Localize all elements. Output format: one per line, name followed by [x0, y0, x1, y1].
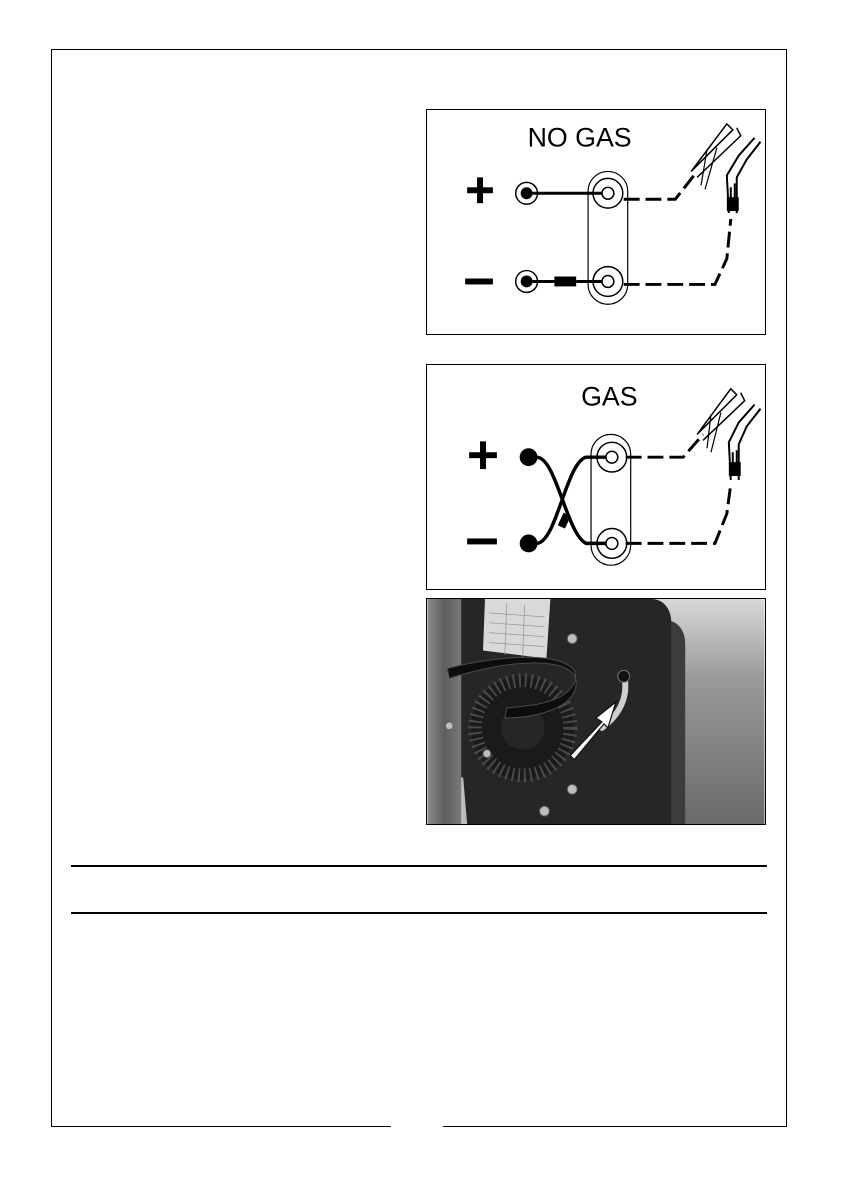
photo-illustration — [427, 599, 765, 824]
plus-icon — [469, 441, 497, 469]
diagram-title: NO GAS — [527, 122, 632, 153]
minus-icon — [467, 538, 497, 544]
rear-panel-photo — [426, 598, 766, 825]
terminal-positive — [520, 448, 538, 466]
terminal-negative — [520, 534, 538, 552]
link-lead-crossed-b — [537, 457, 606, 543]
link-lead-crossed-a — [537, 457, 606, 543]
no-gas-diagram-svg — [427, 110, 765, 334]
earth-cable — [626, 434, 703, 457]
gas-inlet — [618, 670, 630, 682]
polarity-diagram-no-gas — [426, 109, 766, 335]
rating-plate — [483, 599, 550, 658]
gas-diagram-svg — [427, 365, 765, 589]
polarity-diagram-gas — [426, 364, 766, 590]
section-rule-top — [71, 865, 767, 867]
welding-torch-icon — [727, 138, 761, 213]
welding-torch-icon — [729, 405, 761, 480]
minus-icon — [465, 278, 493, 284]
earth-clamp-icon — [691, 124, 741, 189]
diagram-title: GAS — [581, 381, 638, 412]
plus-icon — [467, 177, 493, 203]
lead-connector — [554, 277, 576, 287]
earth-clamp-icon — [697, 389, 745, 452]
torch-cable — [626, 484, 731, 543]
torch-cable — [624, 219, 731, 284]
page-number-gap — [391, 1122, 443, 1132]
fan-grille — [471, 676, 574, 779]
earth-cable — [624, 171, 697, 199]
section-rule-bottom — [71, 912, 767, 914]
